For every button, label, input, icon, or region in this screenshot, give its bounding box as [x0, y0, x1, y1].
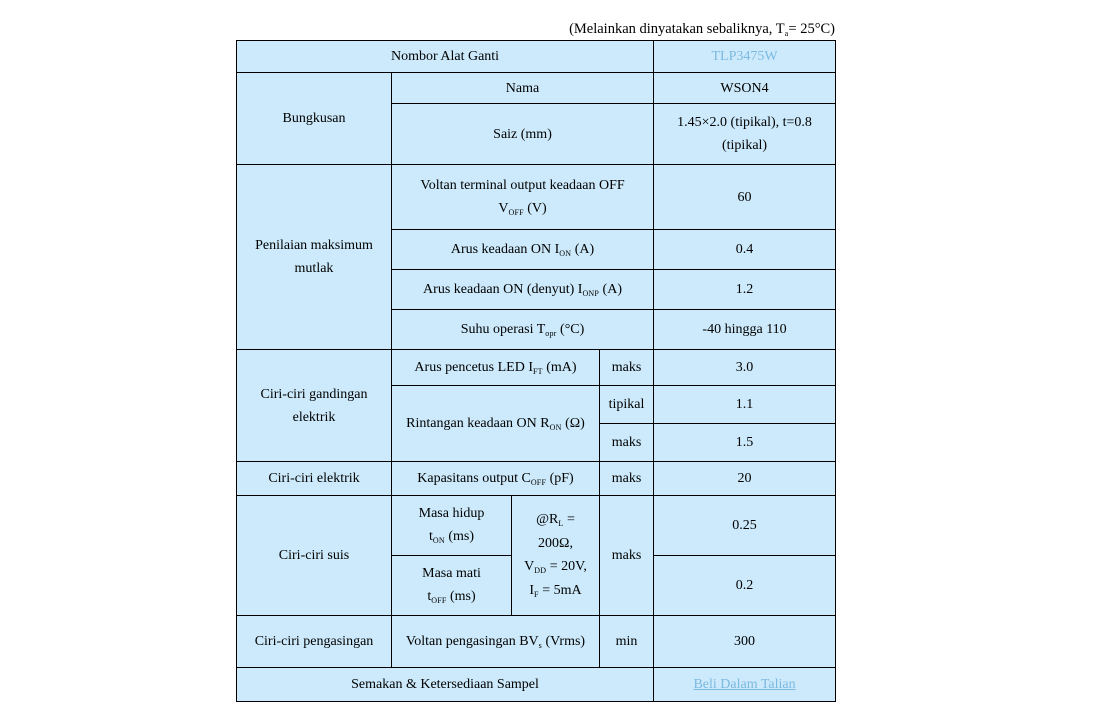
turn-on-time-label-line1: Masa hidup	[418, 506, 485, 521]
switching-condition-line3	[516, 555, 595, 579]
output-capacitance-subscript: OFF	[530, 477, 547, 487]
forward-current-symbol: I	[529, 583, 535, 598]
package-size-label: Saiz (mm)	[392, 104, 654, 165]
led-trigger-condition: maks	[600, 350, 654, 386]
supply-voltage-symbol: V	[524, 559, 535, 574]
turn-off-time-value: 0.2	[654, 556, 836, 616]
pulse-current-subscript: ONP	[582, 288, 600, 298]
switching-condition-line2: 200Ω,	[538, 536, 573, 551]
output-capacitance-text: Kapasitans output C	[417, 470, 531, 486]
part-number-text: TLP3475W	[711, 49, 778, 64]
part-number-value[interactable]	[654, 41, 836, 73]
table-row-isolation-voltage	[237, 616, 836, 668]
isolation-voltage-text: Voltan pengasingan BV	[405, 633, 539, 649]
turn-on-time-subscript: ON	[432, 536, 445, 545]
output-capacitance-label	[392, 462, 600, 496]
buy-online-link-text: Beli Dalam Talian	[693, 677, 796, 692]
load-resistor-equals: =	[566, 512, 575, 527]
package-name-label: Nama	[392, 73, 654, 104]
operating-temp-unit: (°C)	[560, 321, 585, 337]
table-row-sample	[237, 668, 836, 702]
isolation-label: Ciri-ciri pengasingan	[237, 616, 392, 668]
output-capacitance-value: 20	[654, 462, 836, 496]
absolute-max-label-line2: mutlak	[294, 261, 334, 276]
on-resistance-text: Rintangan keadaan ON R	[406, 415, 550, 431]
switching-condition-block	[512, 496, 600, 616]
on-resistance-subscript: ON	[549, 422, 562, 432]
package-size-value-line1: 1.45×2.0 (tipikal), t=0.8	[677, 115, 812, 130]
package-size-value	[654, 104, 836, 165]
coupling-label-line1: Ciri-ciri gandingan	[260, 386, 368, 402]
switching-label	[237, 496, 392, 616]
turn-off-time-label-line1: Masa mati	[422, 566, 481, 581]
table-row-led-trigger	[237, 350, 836, 386]
operating-temp-text: Suhu operasi T	[460, 321, 546, 337]
on-current-value: 0.4	[654, 230, 836, 270]
turn-on-time-unit: (ms)	[448, 529, 475, 544]
absolute-max-label-line1: Penilaian maksimum	[255, 238, 373, 253]
table-row-off-voltage	[237, 165, 836, 230]
turn-on-time-label	[392, 496, 512, 556]
switching-condition-max: maks	[600, 496, 654, 616]
on-current-subscript: ON	[559, 248, 572, 258]
pulse-current-text: Arus keadaan ON (denyut) I	[423, 281, 583, 297]
turn-off-time-label-line2	[396, 585, 507, 609]
absolute-max-label	[237, 165, 392, 350]
load-resistor-subscript: L	[558, 519, 564, 528]
off-voltage-symbol: V	[498, 200, 509, 216]
table-row-turn-on-time	[237, 496, 836, 556]
led-trigger-value: 3.0	[654, 350, 836, 386]
switching-condition-line1	[516, 508, 595, 532]
operating-temp-value: -40 hingga 110	[654, 310, 836, 350]
package-size-value-line2: (tipikal)	[721, 138, 768, 153]
operating-temp-subscript: opr	[545, 328, 557, 338]
coupling-label	[237, 350, 392, 462]
pulse-current-label	[392, 270, 654, 310]
isolation-voltage-subscript: s	[538, 640, 542, 650]
isolation-voltage-condition: min	[600, 616, 654, 668]
electrical-label: Ciri-ciri elektrik	[237, 462, 392, 496]
led-trigger-text: Arus pencetus LED I	[414, 359, 533, 375]
output-capacitance-condition: maks	[600, 462, 654, 496]
table-row-output-capacitance	[237, 462, 836, 496]
on-resistance-value-max: 1.5	[654, 424, 836, 462]
off-voltage-unit: (V)	[527, 200, 547, 216]
off-voltage-label-line2	[396, 197, 649, 221]
on-resistance-condition-typical: tipikal	[600, 386, 654, 424]
table-row-part-number	[237, 41, 836, 73]
on-resistance-unit: (Ω)	[565, 415, 585, 431]
turn-on-time-label-line2	[396, 525, 507, 549]
on-current-unit: (A)	[574, 241, 595, 257]
note-tail: = 25°C)	[788, 21, 835, 37]
coupling-label-line2: elektrik	[292, 409, 336, 425]
package-label-text: Bungkusan	[282, 111, 346, 126]
specification-table	[236, 40, 836, 702]
package-label	[237, 73, 392, 165]
note-text: (Melainkan dinyatakan sebaliknya, T	[569, 21, 785, 37]
sample-label: Semakan & Ketersediaan Sampel	[237, 668, 654, 702]
led-trigger-subscript: FT	[533, 366, 543, 376]
off-voltage-label-line1: Voltan terminal output keadaan OFF	[420, 177, 625, 193]
pulse-current-value: 1.2	[654, 270, 836, 310]
on-resistance-condition-max: maks	[600, 424, 654, 462]
forward-current-value: = 5mA	[542, 583, 582, 598]
forward-current-subscript: F	[534, 590, 539, 599]
supply-voltage-subscript: DD	[534, 566, 547, 575]
off-voltage-label	[392, 165, 654, 230]
table-row-package-name	[237, 73, 836, 104]
part-number-label: Nombor Alat Ganti	[237, 41, 654, 73]
turn-off-time-symbol: t	[427, 589, 432, 604]
on-current-label	[392, 230, 654, 270]
temperature-note	[236, 20, 835, 40]
led-trigger-unit: (mA)	[546, 359, 577, 375]
off-voltage-subscript: OFF	[508, 207, 524, 217]
on-resistance-label	[392, 386, 600, 462]
load-resistor-symbol: @R	[536, 512, 559, 527]
turn-on-time-value: 0.25	[654, 496, 836, 556]
isolation-voltage-label	[392, 616, 600, 668]
pulse-current-unit: (A)	[602, 281, 622, 297]
on-current-text: Arus keadaan ON I	[450, 241, 560, 257]
note-subscript: a	[784, 29, 789, 38]
operating-temp-label	[392, 310, 654, 350]
isolation-voltage-value: 300	[654, 616, 836, 668]
switching-condition-line4	[516, 579, 595, 603]
on-resistance-value-typical: 1.1	[654, 386, 836, 424]
package-name-value: WSON4	[654, 73, 836, 104]
supply-voltage-value: = 20V,	[549, 559, 587, 574]
switching-label-text: Ciri-ciri suis	[278, 548, 350, 563]
output-capacitance-unit: (pF)	[549, 470, 574, 486]
led-trigger-label	[392, 350, 600, 386]
turn-on-time-symbol: t	[428, 529, 433, 544]
isolation-voltage-unit: (Vrms)	[545, 633, 586, 649]
buy-online-link[interactable]	[654, 668, 836, 702]
turn-off-time-label	[392, 556, 512, 616]
turn-off-time-unit: (ms)	[450, 589, 476, 604]
turn-off-time-subscript: OFF	[431, 596, 447, 605]
off-voltage-value: 60	[654, 165, 836, 230]
